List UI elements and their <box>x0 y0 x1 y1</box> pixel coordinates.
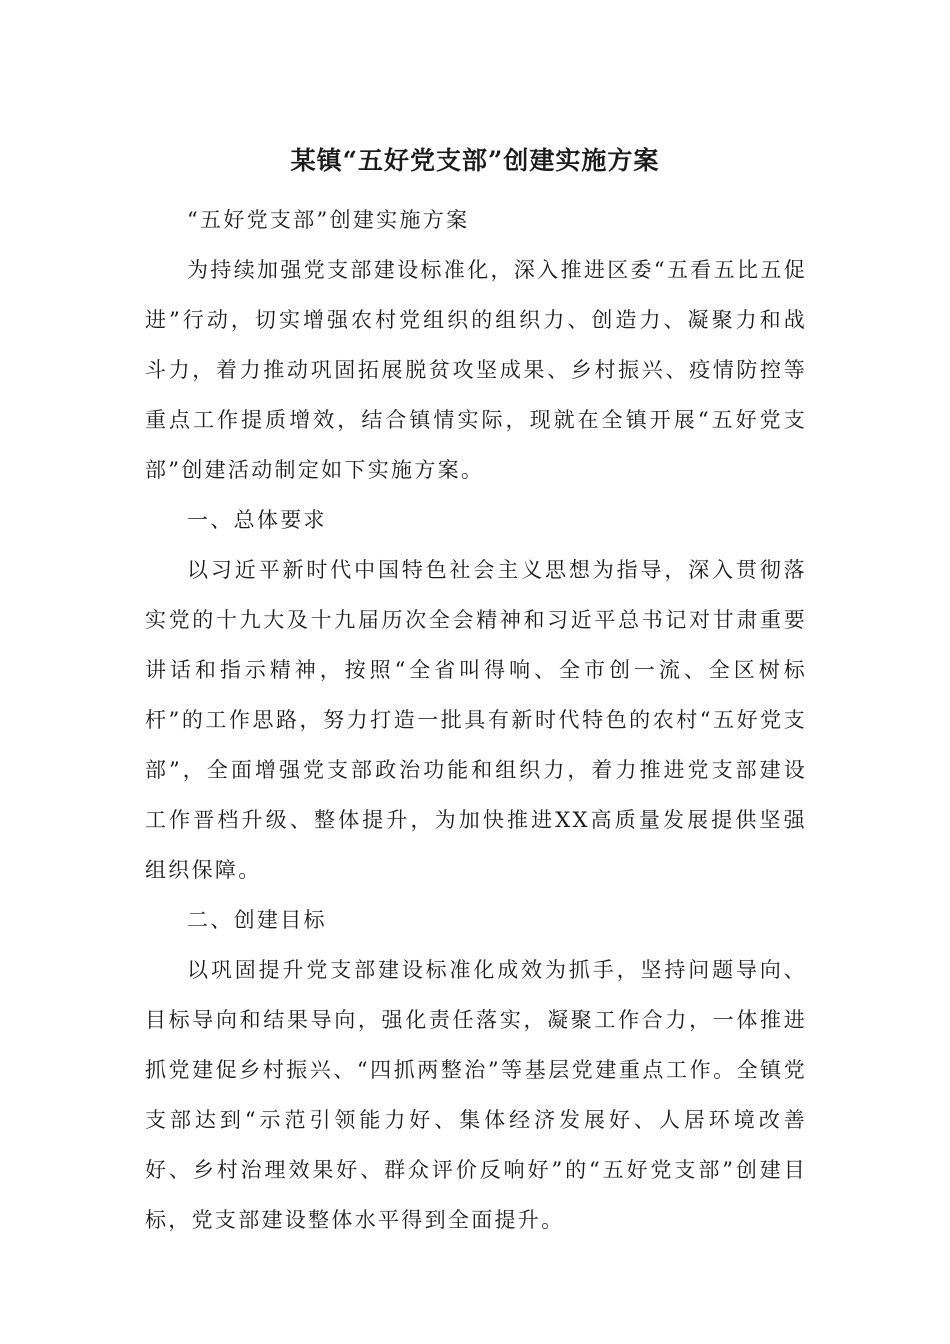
section-heading-general-requirements: 一、总体要求 <box>187 508 327 532</box>
section-body-general-requirements: 以习近平新时代中国特色社会主义思想为指导，深入贯彻落实党的十九大及十九届历次全会精神和习近平总书记对甘肃重要讲话和指示精神，按照“全省叫得响、全市创一流、全区树标杆”的工作思路，努力打造一批具有新时代特色的农村“五好党支部”，全面增强党支部政治功能和组织力，着力推进党支部建设工作晋档升级、整体提升，为加快推进XX高质量发展提供坚强组织保障。 <box>145 558 807 882</box>
document-subtitle: “五好党支部”创建实施方案 <box>187 208 470 232</box>
intro-paragraph: 为持续加强党支部建设标准化，深入推进区委“五看五比五促进”行动，切实增强农村党组织的组织力、创造力、凝聚力和战斗力，着力推动巩固拓展脱贫攻坚成果、乡村振兴、疫情防控等重点工作提质增效，结合镇情实际，现就在全镇开展“五好党支部”创建活动制定如下实施方案。 <box>145 258 807 482</box>
section-heading-creation-goals: 二、创建目标 <box>187 908 327 932</box>
section-body-creation-goals: 以巩固提升党支部建设标准化成效为抓手，坚持问题导向、目标导向和结果导向，强化责任落实，凝聚工作合力，一体推进抓党建促乡村振兴、“四抓两整治”等基层党建重点工作。全镇党支部达到“示范引领能力好、集体经济发展好、人居环境改善好、乡村治理效果好、群众评价反响好”的“五好党支部”创建目标，党支部建设整体水平得到全面提升。 <box>145 958 807 1232</box>
document-body <box>145 195 807 1245</box>
document-title: 某镇“五好党支部”创建实施方案 <box>290 146 660 175</box>
